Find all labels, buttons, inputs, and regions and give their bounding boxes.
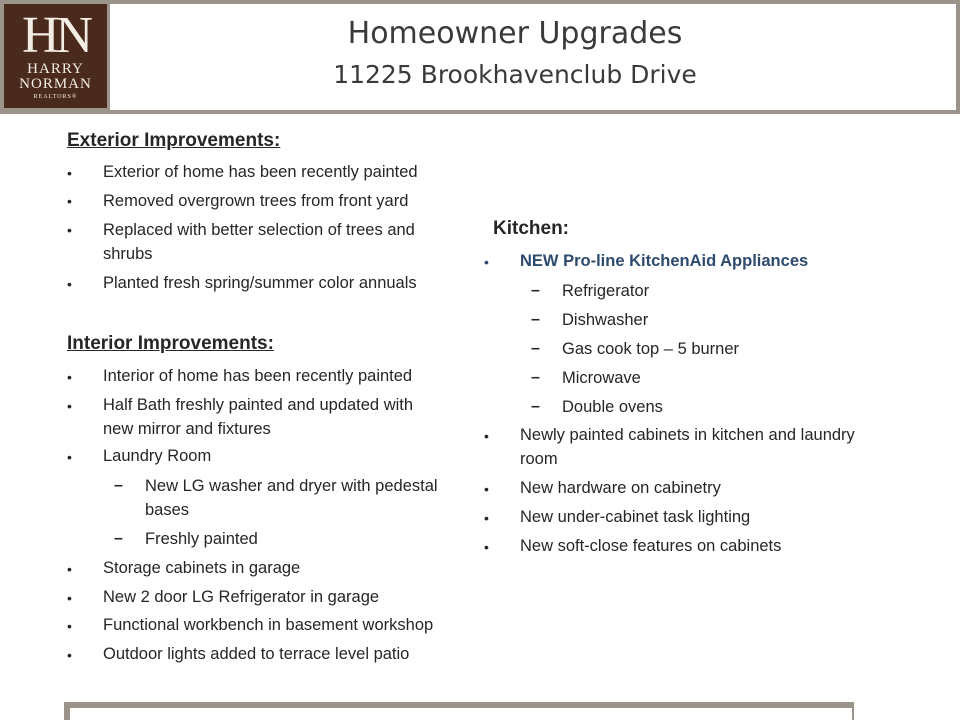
sub-list-item-continuation: bases — [145, 501, 190, 519]
appliance-item: Double ovens — [562, 398, 663, 416]
footer-bar-inner — [70, 708, 852, 720]
bullet: • — [484, 539, 489, 555]
bullet: • — [484, 481, 489, 497]
bullet: • — [484, 510, 489, 526]
interior-heading: Interior Improvements: — [67, 333, 274, 354]
list-item: New under-cabinet task lighting — [520, 508, 751, 526]
logo-mark: HN — [21, 7, 90, 64]
list-item: Half Bath freshly painted and updated with — [103, 396, 414, 414]
appliance-item: Microwave — [562, 369, 641, 387]
list-item: Removed overgrown trees from front yard — [103, 192, 409, 210]
list-item: Replaced with better selection of trees and — [103, 221, 415, 239]
list-item-continuation: shrubs — [103, 245, 153, 263]
dash: – — [114, 530, 123, 547]
bullet: • — [67, 165, 72, 181]
list-item: Functional workbench in basement workshop — [103, 616, 434, 634]
appliance-item: Refrigerator — [562, 282, 650, 300]
kitchen-heading: Kitchen: — [493, 218, 569, 239]
bullet: • — [67, 561, 72, 577]
page-subtitle: 11225 Brookhavenclub Drive — [333, 60, 697, 89]
list-item: Planted fresh spring/summer color annuals — [103, 274, 417, 292]
bullet: • — [484, 428, 489, 444]
bullet: • — [67, 449, 72, 465]
bullet: • — [67, 618, 72, 634]
list-item: Interior of home has been recently painted — [103, 367, 413, 385]
appliance-item: Gas cook top – 5 burner — [562, 340, 740, 358]
bullet: • — [67, 398, 72, 414]
bullet: • — [67, 647, 72, 663]
list-item-continuation: room — [520, 450, 558, 468]
list-item: Outdoor lights added to terrace level patio — [103, 645, 410, 663]
list-item: Exterior of home has been recently painted — [103, 163, 418, 181]
exterior-heading: Exterior Improvements: — [67, 130, 281, 151]
list-item: Newly painted cabinets in kitchen and laundry — [520, 426, 855, 444]
list-item: Laundry Room — [103, 447, 212, 465]
dash: – — [531, 369, 540, 386]
list-item: New soft-close features on cabinets — [520, 537, 782, 555]
logo-line-2: NORMAN — [19, 76, 92, 92]
dash: – — [531, 398, 540, 415]
dash: – — [531, 282, 540, 299]
bullet: • — [484, 254, 489, 270]
bullet: • — [67, 222, 72, 238]
harry-norman-logo — [4, 4, 107, 108]
list-item: Storage cabinets in garage — [103, 559, 301, 577]
appliance-item: Dishwasher — [562, 311, 649, 329]
list-item: New 2 door LG Refrigerator in garage — [103, 588, 380, 606]
sub-list-item: New LG washer and dryer with pedestal — [145, 477, 438, 495]
dash: – — [531, 311, 540, 328]
bullet: • — [67, 590, 72, 606]
dash: – — [531, 340, 540, 357]
list-item: New hardware on cabinetry — [520, 479, 721, 497]
logo-line-3: REALTORS® — [33, 94, 78, 100]
dash: – — [114, 477, 123, 494]
bullet: • — [67, 369, 72, 385]
bullet: • — [67, 276, 72, 292]
sub-list-item: Freshly painted — [145, 530, 258, 548]
list-item-continuation: new mirror and fixtures — [103, 420, 271, 438]
bullet: • — [67, 193, 72, 209]
logo-line-1: HARRY — [27, 61, 84, 77]
kitchen-highlight: NEW Pro-line KitchenAid Appliances — [520, 252, 809, 270]
page-title: Homeowner Upgrades — [347, 16, 683, 51]
